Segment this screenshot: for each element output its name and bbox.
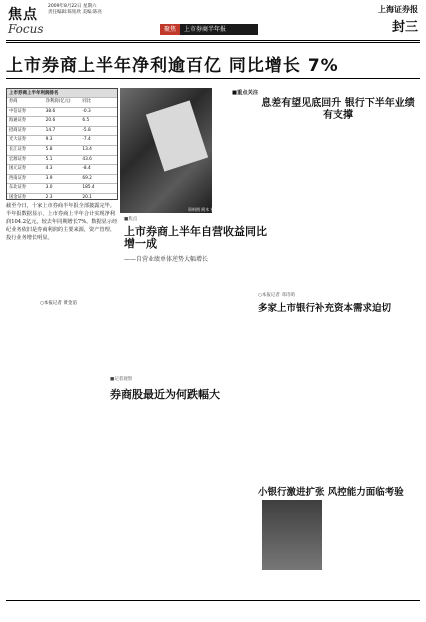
lead-paragraph: 截至今日，十家上市券商半年报全部披露完毕。半年报数据显示，上市券商上半年合计实现净利润104.2亿元，较去年同期增长7%。数据显示经纪业务依旧是券商利润的主要来源，资产管理、投行业务增长明显。 bbox=[6, 203, 118, 241]
section-tag-b: 上市券商半年报 bbox=[184, 26, 227, 33]
table-row: 宏源证券 5.1 43.6 bbox=[7, 155, 117, 165]
right-title-3: 小银行激进扩张 风控能力面临考验 bbox=[258, 487, 404, 498]
paper-name: 上海证券报 bbox=[378, 4, 418, 14]
table-header: 券商 bbox=[9, 99, 18, 104]
sub1-body bbox=[110, 268, 256, 368]
table-row: 长江证券 5.8 13.4 bbox=[7, 145, 117, 155]
sub2-title: 券商股最近为何跌幅大 bbox=[110, 388, 220, 401]
table-caption: 上市券商上半年利润排名 bbox=[7, 89, 117, 97]
right-byline: ○本报记者 邓诗萌 bbox=[258, 293, 295, 298]
person-photo bbox=[262, 500, 322, 570]
section-brand: 焦点 bbox=[8, 7, 38, 23]
right-body-2 bbox=[258, 315, 424, 480]
masthead bbox=[0, 0, 426, 40]
right-title-2: 多家上市银行补充资本需求迫切 bbox=[258, 303, 392, 314]
date-text: 2009年8月22日 星期六 bbox=[48, 4, 97, 9]
masthead-rule bbox=[6, 40, 420, 41]
section-tag-a: 聚焦 bbox=[160, 24, 180, 35]
section-tag bbox=[160, 24, 258, 35]
main-headline: 上市券商上半年净利逾百亿 同比增长 7% bbox=[6, 56, 339, 76]
right-kicker: ■重点关注 bbox=[232, 90, 259, 96]
sub1-subtitle: ——自营业绩单体逆势大幅增长 bbox=[124, 256, 209, 263]
table-row: 海通证券 20.6 6.5 bbox=[7, 116, 117, 126]
table-row: 国元证券 4.3 -8.4 bbox=[7, 164, 117, 174]
sub2-kicker: ■记者观察 bbox=[110, 377, 133, 382]
table-header: 同比 bbox=[82, 99, 91, 104]
section-brand-en: Focus bbox=[8, 22, 44, 36]
sub1-kicker: ■焦点 bbox=[124, 217, 138, 222]
photo-caption: 资料图 阿木 摄 bbox=[188, 207, 215, 212]
photo-sign bbox=[146, 100, 208, 171]
table-row: 中信证券 38.6 -0.3 bbox=[7, 107, 117, 117]
page-bottom-rule bbox=[6, 600, 420, 601]
editor-text: 责任编辑:陈铭欣 美编:陈亮 bbox=[48, 10, 102, 15]
headline-rule bbox=[6, 78, 420, 79]
sub1-title: 上市券商上半年自营收益同比增一成 bbox=[124, 225, 267, 250]
left-column-body bbox=[6, 310, 104, 600]
page-number: 封三 bbox=[391, 20, 418, 35]
table-row: 西南证券 3.9 69.2 bbox=[7, 174, 117, 184]
profit-ranking-table bbox=[6, 88, 118, 200]
masthead-rule-thin bbox=[6, 42, 420, 43]
lead-byline: ○本报记者 黄金滔 bbox=[40, 301, 77, 306]
table-header-row bbox=[7, 97, 117, 107]
dateline bbox=[48, 4, 158, 16]
table-row: 光大证券 9.3 -7.4 bbox=[7, 135, 117, 145]
right-body bbox=[258, 128, 424, 293]
table-row: 东北证券 3.0 185.4 bbox=[7, 183, 117, 193]
news-photo bbox=[120, 88, 212, 213]
table-header: 净利润(亿元) bbox=[45, 99, 71, 104]
table-row: 招商证券 14.7 -5.8 bbox=[7, 126, 117, 136]
sub2-body bbox=[110, 402, 256, 597]
table-row: 国金证券 2.3 20.1 bbox=[7, 193, 117, 203]
right-title: 息差有望见底回升 银行下半年业绩有支撑 bbox=[261, 98, 415, 121]
